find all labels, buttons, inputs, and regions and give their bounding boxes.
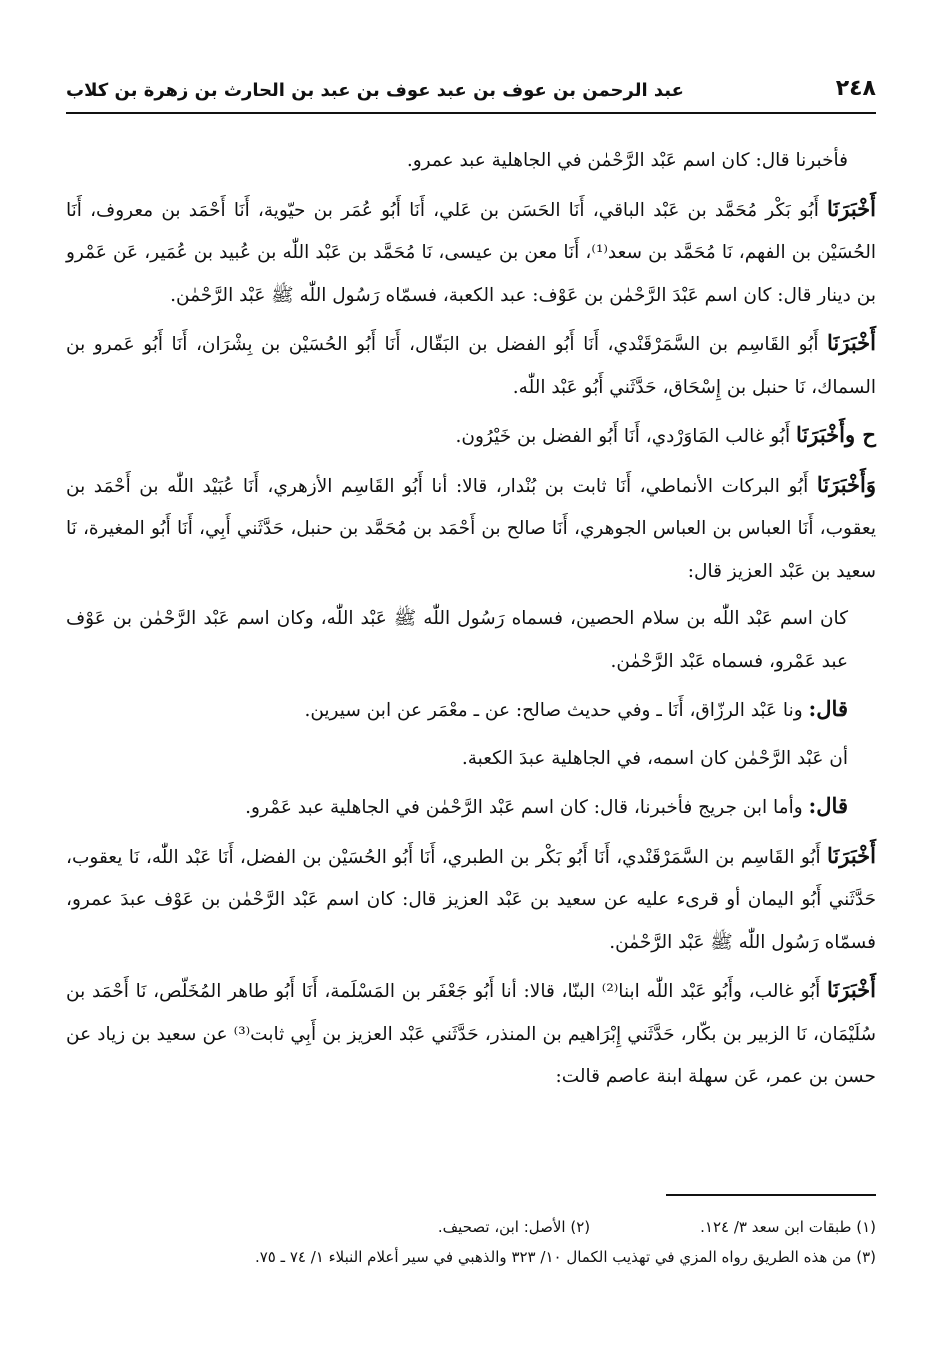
keyword: أَخْبَرَنَا (827, 842, 876, 868)
footnote-row (66, 1212, 876, 1242)
paragraph-text: فأخبرنا قال: كان اسم عَبْد الرَّحْمٰن في الجاهلية عبد عمرو. (406, 150, 848, 171)
paragraph-text: أَبُو القَاسِم بن السَّمَرْقَنْدي، أَنَا أَبُو الفضل بن البَقّال، أَنَا أَبُو الحُسَيْن بن بِشْرَان، أَنَا أَبُو عَمرو بن السماك، نَا حنبل بن إِسْحَاق، حَدَّثَني أَبُو عَبْد اللّٰه. (66, 334, 876, 398)
paragraph-text: وأما ابن جريج فأخبرنا، قال: كان اسم عَبْد الرَّحْمٰن في الجاهلية عبد عَمْرو. (245, 797, 809, 818)
page-header (66, 72, 876, 114)
footnote-row (66, 1242, 876, 1272)
paragraph (66, 969, 876, 1099)
footnote-2: (٢) الأصل: ابن، تصحيف. (437, 1218, 591, 1236)
paragraph (66, 738, 876, 781)
page-number: ٢٤٨ (835, 76, 876, 101)
paragraph (66, 835, 876, 965)
keyword: قال: (808, 793, 848, 818)
paragraph-text: ونا عَبْد الرزّاق، أَنَا ـ وفي حديث صالح: عن ـ معْمَر عن ابن سيرين. (304, 700, 809, 721)
paragraph-text: أَبُو غالب المَاوَرْدي، أَنَا أَبُو الفضل بن خَيْرُون. (455, 426, 796, 447)
keyword: أَخْبَرَنَا (827, 977, 876, 1002)
keyword: أَخْبَرَنَا (827, 195, 876, 221)
keyword: أَخْبَرَنَا (827, 330, 876, 355)
paragraph (66, 785, 876, 830)
keyword: قال: (808, 696, 848, 721)
main-text (66, 140, 876, 1104)
running-title: عبد الرحمن بن عوف بن عبد عوف بن عبد بن الحارث بن زهرة بن كلاب (66, 80, 684, 101)
paragraph-text: أَبُو بَكْر مُحَمَّد بن عَبْد الباقي، أَنَا الحَسَن بن عَلي، أَنَا أَبُو عُمَر بن حيّوية، أَنَا أَحْمَد بن معروف، أَنَا الحُسَيْن بن الفهم، نَا مُحَمَّد بن سعد⁽¹⁾، أَنَا معن بن عيسى، نَا مُحَمَّد بن عَبْد اللّٰه بن عُبيد بن عُمَير، عَن عَمْرو بن دينار قال: كان اسم عَبْدَ الرَّحْمٰن بن عَوْف: عبد الكعبة، فسمّاه رَسُول اللّٰه ﷺ عَبْد الرَّحْمٰن. (66, 199, 876, 306)
paragraph (66, 140, 876, 183)
paragraph (66, 188, 876, 318)
keyword: ح وأَخْبَرَنَا (796, 422, 876, 447)
paragraph-text: أَبُو البركات الأنماطي، أَنَا ثابت بن بُنْدار، قالا: أنا أَبُو القَاسِم الأزهري، أَنَا عُبَيْد اللّٰه بن أَحْمَد بن يعقوب، أَنَا العباس بن العباس الجوهري، أَنَا صالح بن أَحْمَد بن مُحَمَّد بن حنبل، حَدَّثَني أَبِي، أَنَا أَبُو المغيرة، نَا سعيد بن عَبْد العزيز قال: (66, 475, 876, 582)
paragraph-text: أن عَبْد الرَّحْمٰن كان اسمه، في الجاهلية عبدَ الكعبة. (461, 747, 848, 769)
paragraph (66, 414, 876, 459)
paragraph-text: كان اسم عَبْد اللّٰه بن سلام الحصين، فسماه رَسُول اللّٰه ﷺ عَبْد اللّٰه، وكان اسم عَبْد الرَّحْمٰن بن عَوْف عبد عَمْرو، فسماه عَبْد الرَّحْمٰن. (66, 608, 848, 672)
footnote-3: (٣) من هذه الطريق رواه المزي في تهذيب الكمال ١٠/ ٣٢٣ والذهبي في سير أعلام النبلاء ١/ ٧٤ ـ ٧٥. (254, 1248, 876, 1266)
paragraph-text: أَبُو القَاسِم بن السَّمَرْقَنْدي، أَنَا أَبُو بَكْر بن الطبري، أَنَا أَبُو الحُسَيْن بن الفضل، أَنَا عَبْد اللّٰه، نَا يعقوب، حَدَّثَني أَبُو اليمان أو قرىء عليه عن سعيد بن عَبْد العزيز قال: كان اسم عَبْد الرَّحْمٰن بن عَوْف عبدَ عمرو، فسمّاه رَسُول اللّٰه ﷺ عَبْد الرَّحْمٰن. (66, 846, 876, 953)
paragraph (66, 322, 876, 409)
footnotes (66, 1212, 876, 1272)
paragraph (66, 464, 876, 594)
footnote-1: (١) طبقات ابن سعد ٣/ ١٢٤. (700, 1218, 876, 1236)
footnote-divider (666, 1194, 876, 1196)
paragraph (66, 688, 876, 733)
keyword: وَأَخْبَرَنَا (816, 471, 876, 497)
paragraph-text: أَبُو غالب، وأَبُو عَبْد اللّٰه ابنا⁽²⁾ البنّا، قالا: أنا أَبُو جَعْفَر بن المَسْلَمة، أَنَا أَبُو طاهر المُخَلّص، نَا أَحْمَد بن سُلَيْمَان، نَا الزبير بن بكّار، حَدَّثَني إِبْرَاهيم بن المنذر، حَدَّثَني عَبْد العزيز بن أَبِي ثابت⁽³⁾ عن سعيد بن زياد عن حسن بن عمر، عَن سهلة ابنة عاصم قالت: (66, 981, 876, 1087)
paragraph (66, 598, 876, 683)
